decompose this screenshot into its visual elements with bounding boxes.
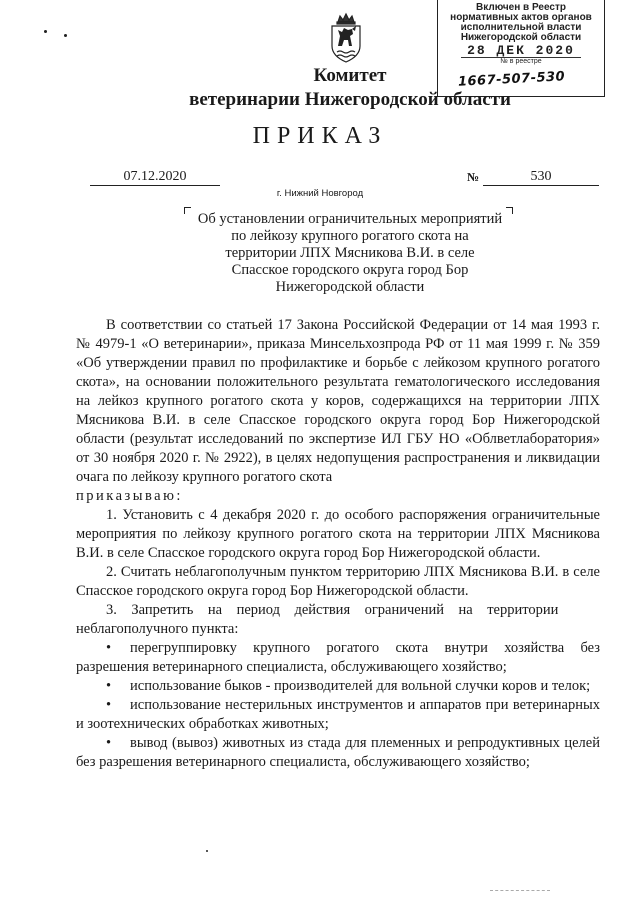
- order-date: 07.12.2020: [90, 168, 220, 186]
- order-body: [76, 316, 600, 772]
- scan-speck: [206, 850, 208, 852]
- coat-of-arms-icon: [326, 12, 366, 64]
- stamp-date: 28 ДЕК 2020: [467, 43, 575, 58]
- prohibition-item: [76, 677, 600, 696]
- subject-line: Спасское городского округа город Бор: [231, 262, 469, 278]
- organization-name: [180, 64, 520, 112]
- bullet-marker: •: [106, 640, 112, 656]
- bullet-marker: •: [106, 697, 112, 713]
- scan-mark: [490, 890, 550, 891]
- subject-line: по лейкозу крупного рогатого скота на: [231, 228, 469, 244]
- organization-line: Комитет: [313, 65, 387, 86]
- prohibition-text: перегруппировку крупного рогатого скота внутри хозяйства без разрешения ветеринарного специалиста, обслуживающего хозяйство;: [76, 640, 600, 675]
- scan-speck: [64, 34, 67, 37]
- prohibition-text: вывод (вывоз) животных из стада для племенных и репродуктивных целей без разрешения ветеринарного специалиста, обслуживающего хозяйство;: [76, 735, 600, 770]
- scan-speck: [44, 30, 47, 33]
- stamp-registry-label: № в реестре: [500, 58, 542, 65]
- prohibition-item: [76, 734, 600, 772]
- issue-city: г. Нижний Новгород: [276, 188, 364, 199]
- order-number-label: №: [467, 170, 480, 184]
- subject-line: Об установлении ограничительных мероприятий: [197, 211, 503, 227]
- order-item-2: 2. Считать неблагополучным пунктом территорию ЛПХ Мясникова В.И. в селе Спасское городского округа город Бор Нижегородской области.: [76, 564, 600, 599]
- orders-word: приказываю:: [76, 488, 183, 504]
- prohibition-item: [76, 639, 600, 677]
- stamp-registry-number: 1667-507-530: [457, 69, 566, 90]
- subject-line: территории ЛПХ Мясникова В.И. в селе: [225, 245, 475, 261]
- subject-line: Нижегородской области: [275, 279, 425, 295]
- order-item-3-line: неблагополучного пункта:: [76, 621, 239, 637]
- stamp-line: исполнительной власти: [460, 22, 582, 33]
- organization-line: ветеринарии Нижегородской области: [189, 89, 511, 110]
- stamp-line: Нижегородской области: [460, 32, 582, 43]
- prohibition-item: [76, 696, 600, 734]
- prohibition-text: использование нестерильных инструментов и аппаратов при ветеринарных и зоотехнических обработках животных;: [76, 697, 600, 732]
- stamp-line: нормативных актов органов: [450, 12, 592, 23]
- order-item-3-line: 3. Запретить на период действия ограничений на территории: [106, 602, 559, 618]
- order-number: 530: [483, 168, 599, 186]
- prohibition-text: использование быков - производителей для вольной случки коров и телок;: [130, 678, 591, 694]
- bullet-marker: •: [106, 678, 112, 694]
- bullet-marker: •: [106, 735, 112, 751]
- order-item-1: 1. Установить с 4 декабря 2020 г. до особого распоряжения ограничительные мероприятия по лейкозу крупного рогатого скота на территории ЛПХ Мясникова В.И. в селе Спасское городского округа город Бор Нижегородской области.: [76, 507, 600, 561]
- stamp-line: Включен в Реестр: [476, 2, 566, 13]
- order-subject: [180, 211, 520, 296]
- preamble-paragraph: В соответствии со статьей 17 Закона Российской Федерации от 14 мая 1993 г. № 4979-1 «О ветеринарии», приказа Минсельхозпрода РФ от 11 мая 1999 г. № 359 «Об утверждении правил по профилактике и борьбе с лейкозом крупного рогатого скота», на основании положительного результата гематологического исследования на лейкоз крупного рогатого скота у коров, содержащихся на территории ЛПХ Мясникова В.И. в селе Спасское городского округа город Бор Нижегородской области (результат исследований по экспертизе ИЛ ГБУ НО «Облветлаборатория» от 30 ноября 2020 г. № 2922), в целях недопущения распространения и ликвидации очага по лейкозу крупного рогатого скота: [76, 317, 600, 485]
- document-type-title: ПРИКАЗ: [252, 123, 388, 149]
